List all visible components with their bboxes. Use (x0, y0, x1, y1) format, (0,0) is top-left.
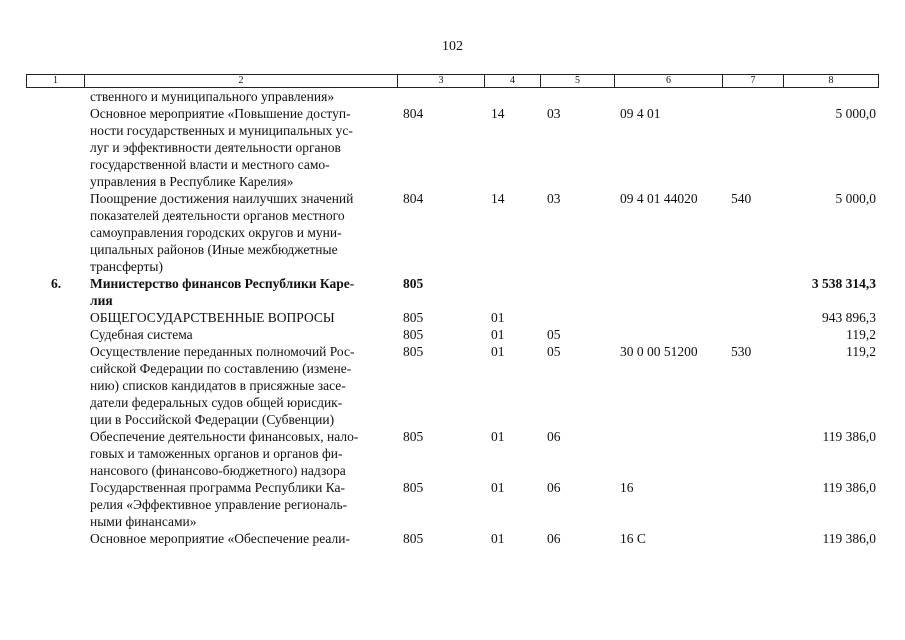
subsection-code: 03 (547, 191, 561, 206)
budget-table-body (26, 88, 879, 547)
section-code: 01 (491, 327, 505, 342)
ministry-code: 805 (403, 327, 424, 342)
header-cell-5: 5 (541, 75, 615, 87)
row-name: Министерство финансов Республики Каре- лия (90, 276, 355, 308)
section-code: 01 (491, 310, 505, 325)
subsection-code: 05 (547, 344, 561, 359)
subsection-code: 06 (547, 531, 561, 546)
section-code: 01 (491, 344, 505, 359)
amount: 119 386,0 (822, 531, 876, 546)
header-cell-4: 4 (485, 75, 541, 87)
row-name: ОБЩЕГОСУДАРСТВЕННЫЕ ВОПРОСЫ (90, 310, 335, 325)
subsection-code: 05 (547, 327, 561, 342)
table-header (26, 74, 879, 88)
row-name: ственного и муниципального управления» (90, 89, 335, 104)
section-code: 01 (491, 429, 505, 444)
header-cell-6: 6 (615, 75, 723, 87)
amount: 119 386,0 (822, 480, 876, 495)
header-cell-2: 2 (85, 75, 398, 87)
target-article: 09 4 01 44020 (620, 191, 698, 206)
amount: 5 000,0 (835, 106, 876, 121)
subsection-code: 03 (547, 106, 561, 121)
amount: 5 000,0 (835, 191, 876, 206)
header-cell-7: 7 (723, 75, 784, 87)
ministry-code: 804 (403, 191, 424, 206)
target-article: 30 0 00 51200 (620, 344, 698, 359)
row-number: 6. (50, 276, 62, 291)
row-name: Поощрение достижения наилучших значений показателей деятельности органов местного самоуправления городских округов и муни- ципальных районов (Иные межбюджетные трансферты) (90, 191, 354, 274)
amount: 3 538 314,3 (811, 276, 876, 291)
table-row (26, 88, 879, 105)
amount: 119,2 (846, 344, 876, 359)
target-article: 16 С (620, 531, 646, 546)
section-code: 14 (491, 191, 505, 206)
ministry-code: 805 (403, 276, 424, 291)
amount: 943 896,3 (822, 310, 876, 325)
table-row (26, 530, 879, 547)
section-code: 01 (491, 480, 505, 495)
ministry-code: 805 (403, 310, 424, 325)
target-article: 16 (620, 480, 634, 495)
table-row (26, 343, 879, 428)
amount: 119 386,0 (822, 429, 876, 444)
table-row (26, 479, 879, 530)
subsection-code: 06 (547, 480, 561, 495)
header-cell-8: 8 (828, 75, 834, 86)
page-number: 102 (442, 39, 463, 54)
ministry-code: 804 (403, 106, 424, 121)
table-row (26, 309, 879, 326)
table-row (26, 275, 879, 309)
expense-type: 540 (731, 191, 752, 206)
row-name: Основное мероприятие «Повышение доступ- ности государственных и муниципальных ус- луг и эффективности деятельности органов государственной власти и местного само- управления в Республике Карелия» (90, 106, 353, 189)
row-name: Государственная программа Республики Ка- релия «Эффективное управление региональ- ными финансами» (90, 480, 348, 529)
header-cell-3: 3 (398, 75, 485, 87)
ministry-code: 805 (403, 429, 424, 444)
table-row (26, 326, 879, 343)
target-article: 09 4 01 (620, 106, 661, 121)
table-row (26, 105, 879, 190)
row-name: Обеспечение деятельности финансовых, нало- говых и таможенных органов и органов фи- нансового (финансово-бюджетного) надзора (90, 429, 359, 478)
row-name: Судебная система (90, 327, 193, 342)
section-code: 14 (491, 106, 505, 121)
table-row (26, 428, 879, 479)
ministry-code: 805 (403, 531, 424, 546)
ministry-code: 805 (403, 480, 424, 495)
expense-type: 530 (731, 344, 752, 359)
amount: 119,2 (846, 327, 876, 342)
row-name: Осуществление переданных полномочий Рос- сийской Федерации по составлению (измене- нию) списков кандидатов в присяжные засе- датели федеральных судов общей юрисдик- ции в Российской Федерации (Субвенции) (90, 344, 355, 427)
table-row (26, 190, 879, 275)
header-cell-1: 1 (27, 75, 85, 87)
section-code: 01 (491, 531, 505, 546)
row-name: Основное мероприятие «Обеспечение реали- (90, 531, 350, 546)
subsection-code: 06 (547, 429, 561, 444)
ministry-code: 805 (403, 344, 424, 359)
